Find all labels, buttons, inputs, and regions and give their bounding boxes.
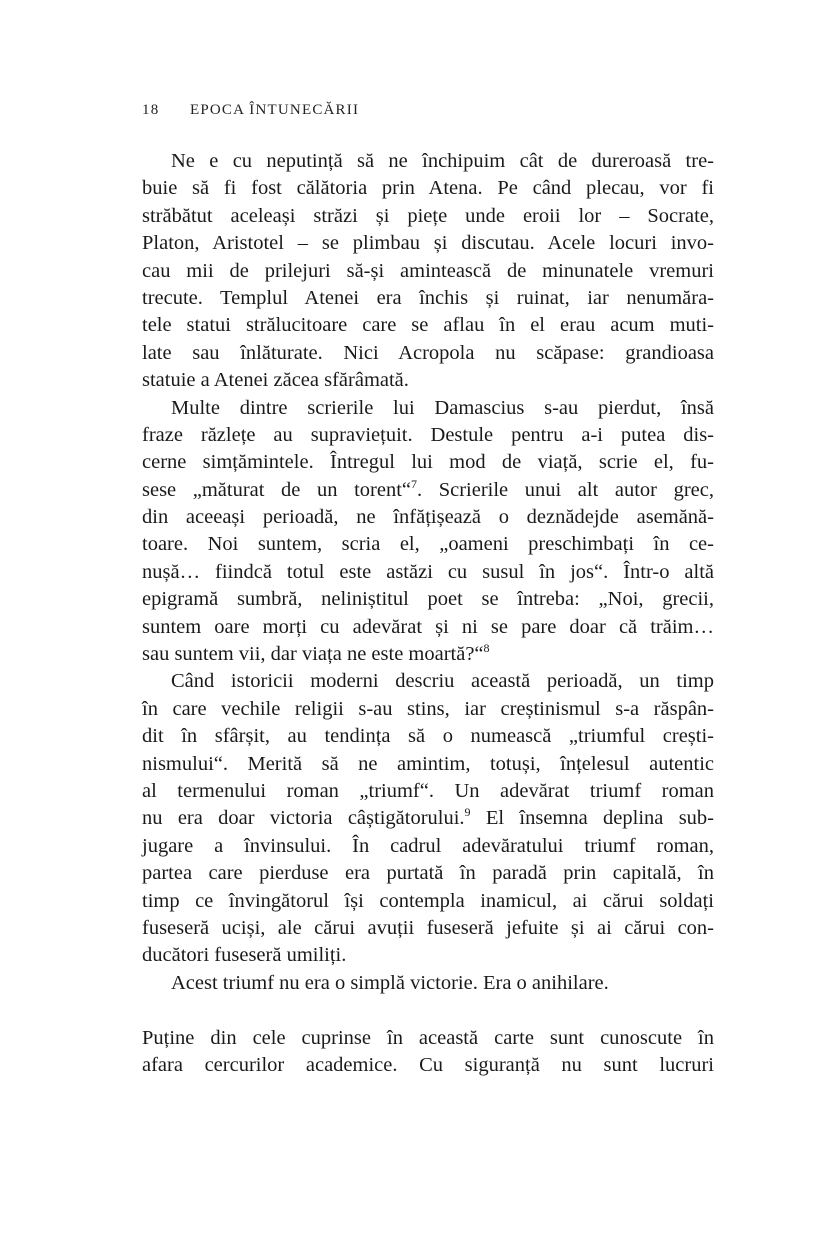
text-line: nu era doar victoria câștigătorului.$^9$ El însemna deplina sub- — [142, 805, 714, 830]
text-line: tele statui strălucitoare care se aflau în el erau acum muti- — [142, 314, 714, 337]
text-line: fraze răzlețe au supraviețuit. Destule pentru a-i putea dis- — [142, 423, 714, 446]
footnote-marker[interactable]: 8 — [483, 641, 490, 656]
text-line: buie să fi fost călătoria prin Atena. Pe când plecau, vor fi — [142, 177, 714, 200]
paragraph — [142, 970, 714, 997]
text-line: Multe dintre scrierile lui Damascius s-au pierdut, însă — [171, 396, 714, 419]
text-line: nușă… fiindcă totul este astăzi cu susul în jos“. Într-o altă — [142, 560, 714, 583]
text-line: fuseseră uciși, ale cărui avuții fuseseră jefuite și ai cărui con- — [142, 916, 714, 939]
text-line: statuie a Atenei zăcea sfărâmată. — [142, 369, 409, 392]
text-line: Puține din cele cuprinse în această carte sunt cunoscute în — [142, 1026, 714, 1049]
text-line: dit în sfârșit, au tendința să o numească „triumful crești- — [142, 725, 714, 748]
text-line: Platon, Aristotel – se plimbau și discutau. Acele locuri invo- — [142, 232, 714, 255]
text-line: al termenului roman „triumf“. Un adevărat triumf roman — [142, 779, 714, 802]
text-line: late sau înlăturate. Nici Acropola nu scăpase: grandioasa — [142, 341, 714, 364]
text-line: jugare a învinsului. În cadrul adevăratului triumf roman, — [142, 834, 714, 857]
text-line: străbătut aceleași străzi și piețe unde eroii lor – Socrate, — [142, 204, 714, 227]
text-line: sese „măturat de un torent“$^7$. Scrierile unui alt autor grec, — [142, 476, 714, 501]
running-header — [142, 102, 359, 119]
text-line: Ne e cu neputință să ne închipuim cât de dureroasă tre- — [171, 150, 714, 172]
text-line: timp ce învingătorul își contempla inamicul, ai cărui soldați — [142, 889, 714, 912]
paragraph — [142, 395, 714, 669]
text-line: Acest triumf nu era o simplă victorie. Era o anihilare. — [171, 971, 609, 994]
text-line: în care vechile religii s-au stins, iar creștinismul s-a răspân- — [142, 697, 714, 720]
text-line: Când istoricii moderni descriu această perioadă, un timp — [171, 670, 714, 693]
text-line: ducători fuseseră umiliți. — [142, 944, 347, 967]
section-break — [142, 997, 714, 1024]
text-line: afara cercurilor academice. Cu siguranță nu sunt lucruri — [142, 1053, 714, 1076]
text-line: partea care pierduse era purtată în paradă prin capitală, în — [142, 862, 714, 885]
text-line: cerne simțămintele. Întregul lui mod de viață, scrie el, fu- — [142, 451, 714, 474]
running-title: EPOCA ÎNTUNECĂRII — [190, 102, 360, 118]
text-line: nismului“. Merită să ne amintim, totuși, înțelesul autentic — [142, 752, 714, 775]
text-line: suntem oare morți cu adevărat și ni se pare doar că trăim… — [142, 615, 714, 638]
paragraph — [142, 148, 714, 395]
body-text — [142, 148, 714, 1079]
paragraph — [142, 668, 714, 969]
footnote-marker[interactable]: 9 — [464, 805, 471, 820]
footnote-marker[interactable]: 7 — [411, 476, 417, 491]
text-line: sau suntem vii, dar viața ne este moartă?“$^8$ — [142, 641, 490, 666]
text-line: cau mii de prilejuri să-și amintească de minunatele vremuri — [142, 259, 714, 282]
text-line: din aceeași perioadă, ne înfățișează o deznădejde asemănă- — [142, 506, 714, 529]
page-number: 18 — [142, 102, 160, 118]
paragraph — [142, 1025, 714, 1080]
text-line: trecute. Templul Atenei era închis și ruinat, iar nenumăra- — [142, 286, 714, 309]
text-line: epigramă sumbră, neliniștitul poet se întreba: „Noi, grecii, — [142, 588, 714, 611]
text-line: toare. Noi suntem, scria el, „oameni preschimbați în ce- — [142, 533, 714, 556]
